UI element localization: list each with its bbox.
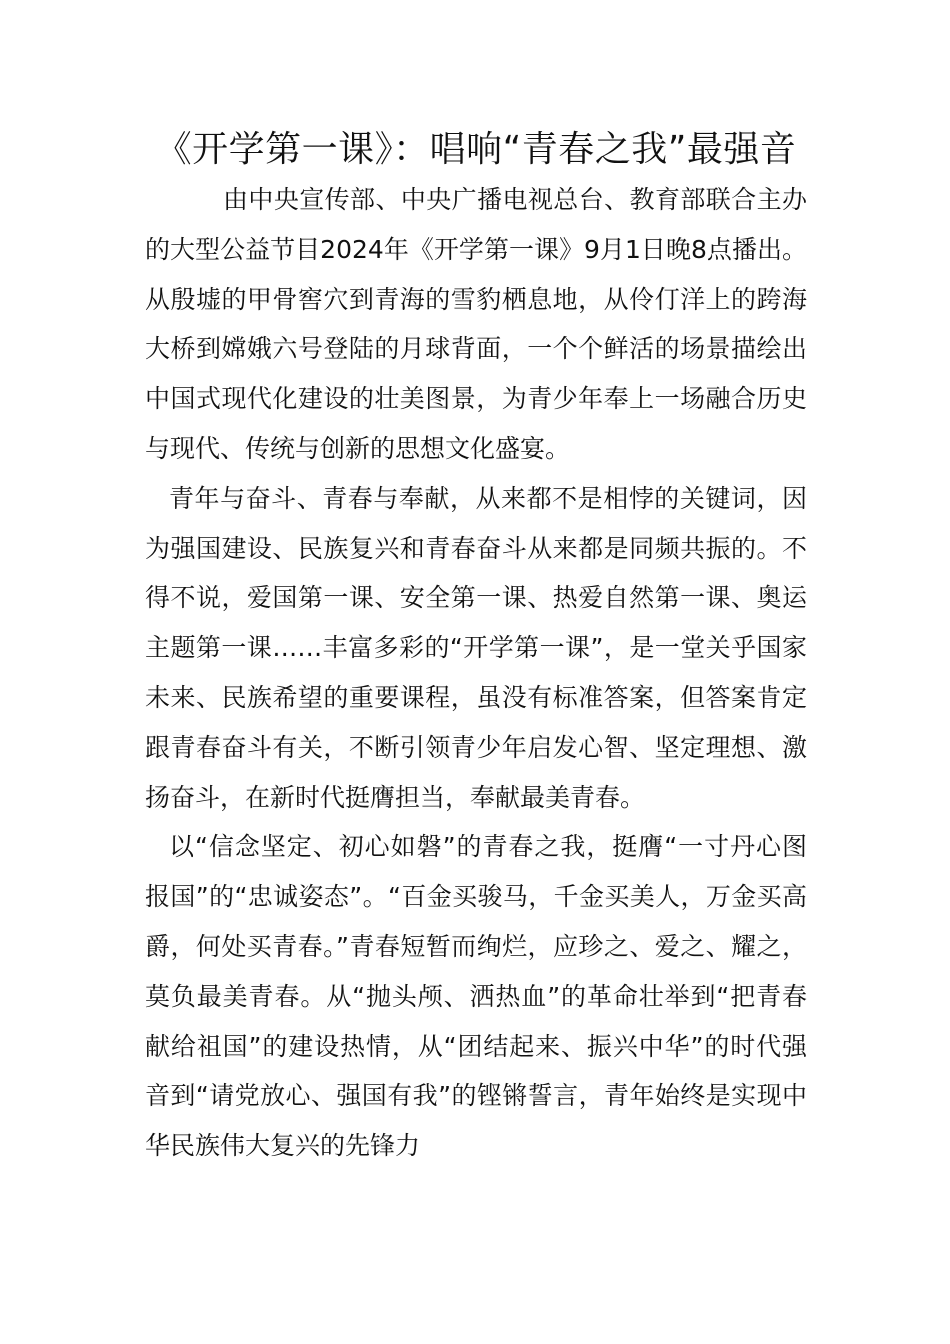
document-title: 《开学第一课》：唱响“青春之我”最强音	[155, 129, 797, 170]
document-page	[145, 125, 807, 1171]
paragraph-3: 以“信念坚定、初心如磐”的青春之我，挺膺“一寸丹心图报国”的“忠诚姿态”。“百金买骏马，千金买美人，万金买高爵，何处买青春。”青春短暂而绚烂，应珍之、爱之、耀之，莫负最美青春。从“抛头颅、洒热血”的革命壮举到“把青春献给祖国”的建设热情，从“团结起来、振兴中华”的时代强音到“请党放心、强国有我”的铿锵誓言，青年始终是实现中华民族伟大复兴的先锋力	[145, 832, 807, 1161]
paragraph-1: 由中央宣传部、中央广播电视总台、教育部联合主办的大型公益节目2024年《开学第一课》9月1日晚8点播出。从殷墟的甲骨窖穴到青海的雪豹栖息地，从伶仃洋上的跨海大桥到嫦娥六号登陆的月球背面，一个个鲜活的场景描绘出中国式现代化建设的壮美图景，为青少年奉上一场融合历史与现代、传统与创新的思想文化盛宴。	[145, 185, 807, 463]
paragraph-2: 青年与奋斗、青春与奉献，从来都不是相悖的关键词，因为强国建设、民族复兴和青春奋斗从来都是同频共振的。不得不说，爱国第一课、安全第一课、热爱自然第一课、奥运主题第一课……丰富多彩的“开学第一课”，是一堂关乎国家未来、民族希望的重要课程，虽没有标准答案，但答案肯定跟青春奋斗有关，不断引领青少年启发心智、坚定理想、激扬奋斗，在新时代挺膺担当，奉献最美青春。	[145, 483, 807, 812]
